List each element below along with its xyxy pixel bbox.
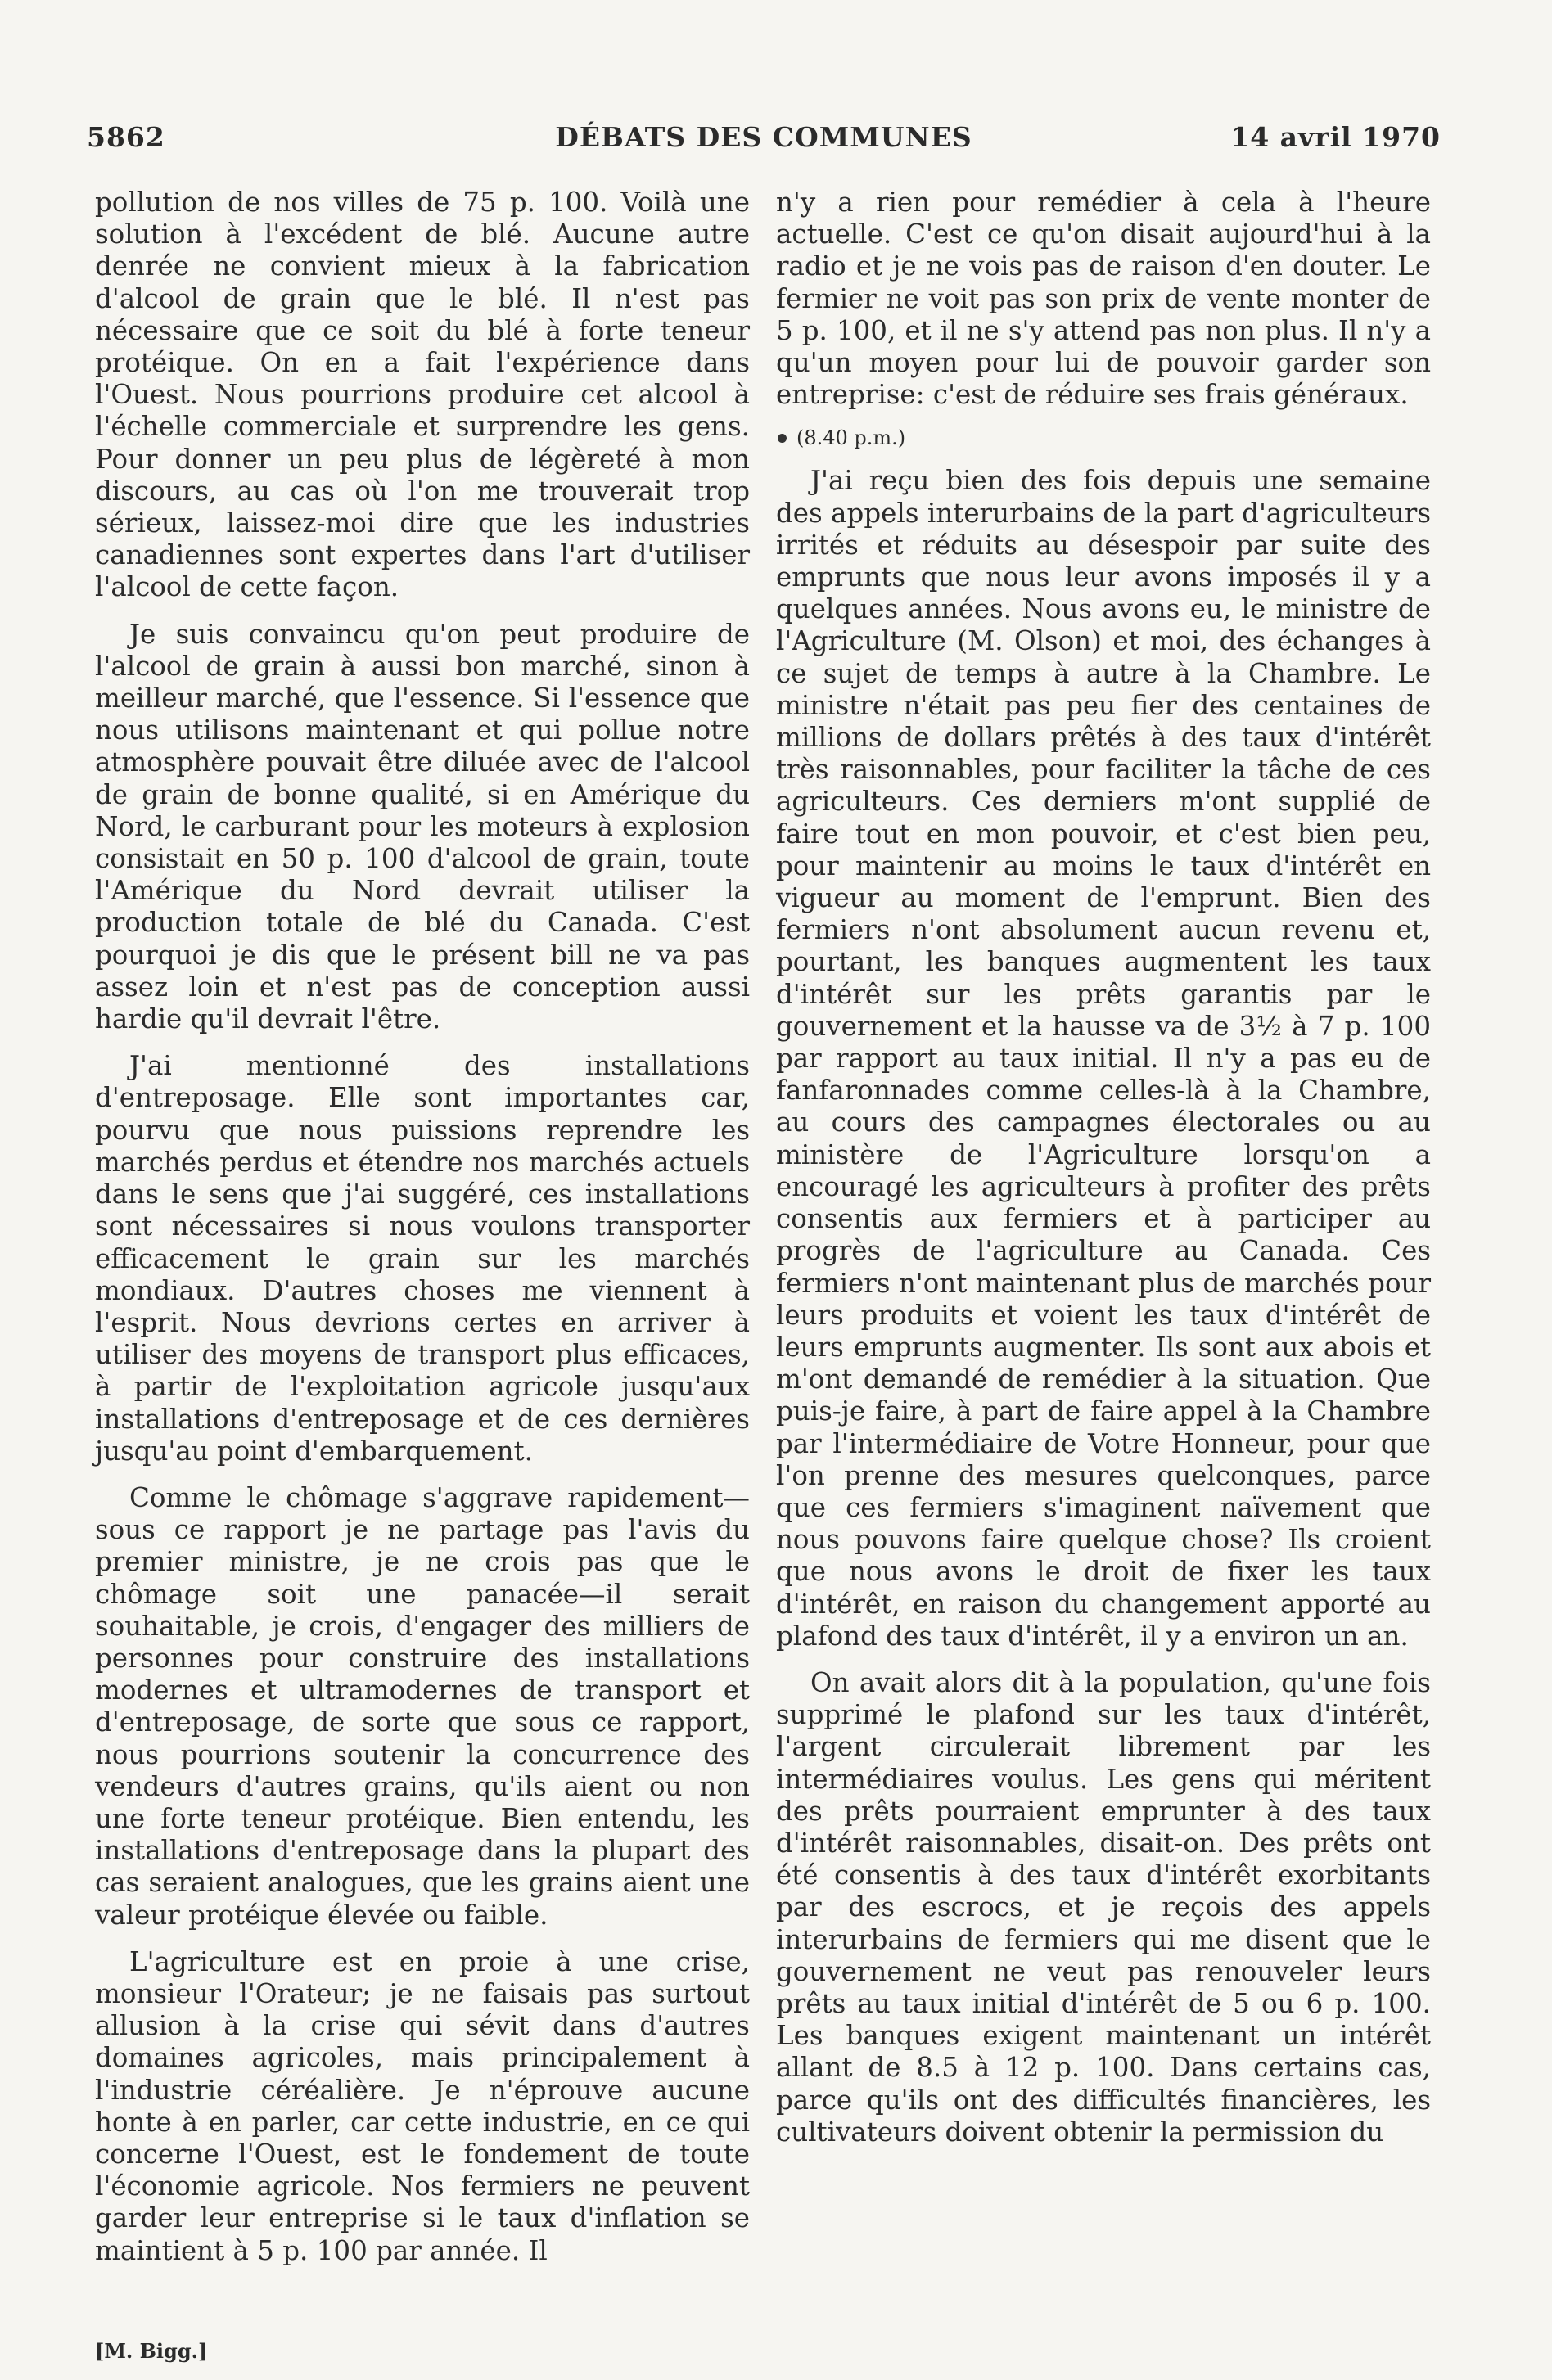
paragraph: L'agriculture est en proie à une crise, monsieur l'Orateur; je ne faisais pas surtout allusion à la crise qui sévit dans d'autres domaines agricoles, mais principalement à l'industrie céréalière. Je n'éprouve aucune honte à en parler, car cette industrie, en ce qui concerne l'Ouest, est le fondement de toute l'économie agricole. Nos fermiers ne peuvent garder leur entreprise si le taux d'inflation se maintient à 5 p. 100 par année. Il: [95, 1945, 750, 2266]
paragraph: J'ai mentionné des installations d'entreposage. Elle sont importantes car, pourvu que nous puissions reprendre les marchés perdus et étendre nos marchés actuels dans le sens que j'ai suggéré, ces installations sont nécessaires si nous voulons transporter efficacement le grain sur les marchés mondiaux. D'autres choses me viennent à l'esprit. Nous devrions certes en arriver à utiliser des moyens de transport plus efficaces, à partir de l'exploitation agricole jusqu'aux installations d'entreposage et de ces dernières jusqu'au point d'embarquement.: [95, 1050, 750, 1467]
left-column: [95, 187, 750, 2282]
paragraph: J'ai reçu bien des fois depuis une semaine des appels interurbains de la part d'agriculteurs irrités et réduits au désespoir par suite des emprunts que nous leur avons imposés il y a quelques années. Nous avons eu, le ministre de l'Agriculture (M. Olson) et moi, des échanges à ce sujet de temps à autre à la Chambre. Le ministre n'était pas peu fier des centaines de millions de dollars prêtés à des taux d'intérêt très raisonnables, pour faciliter la tâche de ces agriculteurs. Ces derniers m'ont supplié de faire tout en mon pouvoir, et c'est bien peu, pour maintenir au moins le taux d'intérêt en vigueur au moment de l'emprunt. Bien des fermiers n'ont absolument aucun revenu et, pourtant, les banques augmentent les taux d'intérêt sur les prêts garantis par le gouvernement et la hausse va de 3½ à 7 p. 100 par rapport au taux initial. Il n'y a pas eu de fanfaronnades comme celles-là à la Chambre, au cours des campagnes électorales ou au ministère de l'Agriculture lorsqu'on a encouragé les agriculteurs à profiter des prêts consentis aux fermiers et à participer au progrès de l'agriculture au Canada. Ces fermiers n'ont maintenant plus de marchés pour leurs produits et voient les taux d'intérêt de leurs emprunts augmenter. Ils sont aux abois et m'ont demandé de remédier à la situation. Que puis-je faire, à part de faire appel à la Chambre par l'intermédiaire de Votre Honneur, pour que l'on prenne des mesures quelconques, parce que ces fermiers s'imaginent naïvement que nous pouvons faire quelque chose? Ils croient que nous avons le droit de fixer les taux d'intérêt, en raison du changement apporté au plafond des taux d'intérêt, il y a environ un an.: [776, 465, 1431, 1652]
paragraph: n'y a rien pour remédier à cela à l'heure actuelle. C'est ce qu'on disait aujourd'hui à la radio et je ne vois pas de raison d'en douter. Le fermier ne voit pas son prix de vente monter de 5 p. 100, et il ne s'y attend pas non plus. Il n'y a qu'un moyen pour lui de pouvoir garder son entreprise: c'est de réduire ses frais généraux.: [776, 187, 1431, 411]
paragraph: Je suis convaincu qu'on peut produire de l'alcool de grain à aussi bon marché, sinon à meilleur marché, que l'essence. Si l'essence que nous utilisons maintenant et qui pollue notre atmosphère pouvait être diluée avec de l'alcool de grain de bonne qualité, si en Amérique du Nord, le carburant pour les moteurs à explosion consistait en 50 p. 100 d'alcool de grain, toute l'Amérique du Nord devrait utiliser la production totale de blé du Canada. C'est pourquoi je dis que le présent bill ne va pas assez loin et n'est pas de conception aussi hardie qu'il devrait l'être.: [95, 618, 750, 1035]
time-mark-text: (8.40 p.m.): [796, 426, 906, 450]
publication-title: DÉBATS DES COMMUNES: [555, 121, 972, 153]
right-column: [776, 187, 1431, 2163]
page-number: 5862: [87, 121, 165, 153]
paragraph: Comme le chômage s'aggrave rapidement—sous ce rapport je ne partage pas l'avis du premier ministre, je ne crois pas que le chômage soit une panacée—il serait souhaitable, je crois, d'engager des milliers de personnes pour construire des installations modernes et ultramodernes de transport et d'entreposage, de sorte que sous ce rapport, nous pourrions soutenir la concurrence des vendeurs d'autres grains, qu'ils aient ou non une forte teneur protéique. Bien entendu, les installations d'entreposage dans la plupart des cas seraient analogues, que les grains aient une valeur protéique élevée ou faible.: [95, 1481, 750, 1931]
paragraph: On avait alors dit à la population, qu'une fois supprimé le plafond sur les taux d'intérêt, l'argent circulerait librement par les intermédiaires voulus. Les gens qui méritent des prêts pourraient emprunter à des taux d'intérêt raisonnables, disait-on. Des prêts ont été consentis à des taux d'intérêt exorbitants par des escrocs, et je reçois des appels interurbains de fermiers qui me disent que le gouvernement ne veut pas renouveler leurs prêts au taux initial d'intérêt de 5 ou 6 p. 100. Les banques exigent maintenant un intérêt allant de 8.5 à 12 p. 100. Dans certains cas, parce qu'ils ont des difficultés financières, les cultivateurs doivent obtenir la permission du: [776, 1666, 1431, 2148]
time-marker: [776, 426, 1431, 450]
page-header: [87, 121, 1441, 162]
paragraph: pollution de nos villes de 75 p. 100. Voilà une solution à l'excédent de blé. Aucune autre denrée ne convient mieux à la fabrication d'alcool de grain que le blé. Il n'est pas nécessaire que ce soit du blé à forte teneur protéique. On en a fait l'expérience dans l'Ouest. Nous pourrions produire cet alcool à l'échelle commerciale et surprendre les gens. Pour donner un peu plus de légèreté à mon discours, au cas où l'on me trouverait trop sérieux, laissez-moi dire que les industries canadiennes sont expertes dans l'art d'utiliser l'alcool de cette façon.: [95, 187, 750, 603]
page-date: 14 avril 1970: [1230, 121, 1441, 153]
speaker-tag: [M. Bigg.]: [95, 2339, 208, 2363]
bullet-icon: [778, 434, 787, 443]
